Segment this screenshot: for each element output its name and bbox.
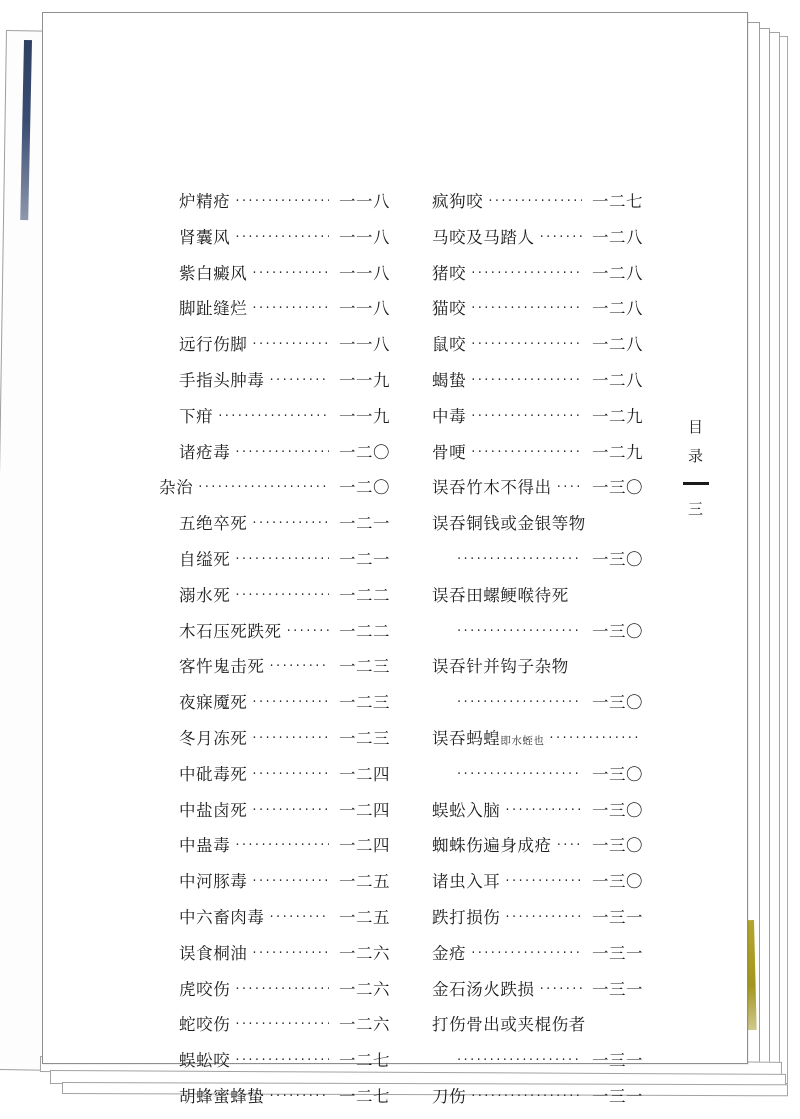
toc-entry-title: 溺水死 (179, 585, 231, 605)
toc-entry-page-number: 一二八 (592, 299, 643, 319)
toc-dot-leader (457, 695, 582, 710)
toc-entry-continuation[interactable] (412, 546, 643, 582)
toc-entry[interactable] (159, 295, 390, 331)
toc-entry-title: 蜈蚣咬 (179, 1051, 231, 1071)
toc-entry-page-number: 一三〇 (592, 478, 643, 498)
toc-entry[interactable] (159, 618, 390, 654)
toc-entry[interactable] (412, 403, 643, 439)
toc-dot-leader (549, 731, 638, 746)
toc-entry-page-number: 一二二 (339, 621, 390, 641)
toc-entry-title: 金石汤火跌损 (432, 979, 535, 999)
toc-entry[interactable] (412, 832, 643, 868)
toc-entry[interactable] (159, 1047, 390, 1083)
toc-entry-page-number: 一二一 (339, 549, 390, 569)
page-content (43, 13, 747, 1106)
toc-dot-leader (471, 445, 582, 460)
toc-entry[interactable] (412, 510, 643, 546)
toc-entry[interactable] (412, 653, 643, 689)
toc-entry-page-number: 一二六 (339, 943, 390, 963)
toc-entry[interactable] (159, 689, 390, 725)
toc-dot-leader (235, 1053, 329, 1068)
toc-entry[interactable] (159, 832, 390, 868)
toc-entry-title: 五绝卒死 (179, 514, 248, 534)
toc-dot-leader (235, 552, 329, 567)
toc-entry-continuation[interactable] (412, 1047, 643, 1083)
toc-entry[interactable] (159, 725, 390, 761)
toc-dot-leader (540, 982, 582, 997)
toc-entry-page-number: 一二五 (339, 907, 390, 927)
toc-entry-page-number: 一三〇 (592, 693, 643, 713)
toc-entry-page-number: 一一八 (339, 299, 390, 319)
toc-dot-leader (252, 767, 329, 782)
toc-entry-page-number: 一三〇 (592, 621, 643, 641)
toc-dot-leader (235, 445, 329, 460)
toc-entry-title: 炉精疮 (179, 192, 231, 211)
toc-entry-page-number: 一二七 (339, 1051, 390, 1071)
toc-entry-page-number: 一二〇 (339, 442, 390, 462)
toc-dot-leader (252, 946, 329, 961)
toc-entry-page-number: 一二〇 (339, 478, 390, 498)
toc-entry-title: 胡蜂蜜蜂蛰 (179, 1086, 265, 1106)
toc-dot-leader (235, 982, 329, 997)
toc-entry[interactable] (159, 1011, 390, 1047)
toc-entry[interactable] (412, 1083, 643, 1119)
toc-entry[interactable] (412, 224, 643, 260)
toc-entry-page-number: 一二九 (592, 406, 643, 426)
toc-entry-page-number: 一二六 (339, 979, 390, 999)
toc-entry-title: 误吞田螺鲠喉待死 (432, 585, 569, 605)
toc-dot-leader (471, 337, 582, 352)
toc-entry[interactable] (159, 761, 390, 797)
toc-entry-page-number: 一二三 (339, 657, 390, 677)
toc-entry-page-number: 一二五 (339, 872, 390, 892)
toc-entry-page-number: 一一八 (339, 227, 390, 247)
toc-entry-title: 蜈蚣入脑 (432, 800, 501, 820)
toc-entry-title: 刀伤 (432, 1086, 467, 1106)
toc-entry-title: 中河豚毒 (179, 872, 248, 892)
toc-entry[interactable] (159, 904, 390, 940)
toc-entry-page-number: 一一八 (339, 263, 390, 283)
toc-entry-title: 冬月冻死 (179, 728, 248, 748)
toc-entry-title: 误食桐油 (179, 943, 248, 963)
toc-entry-page-number: 一二三 (339, 728, 390, 748)
toc-entry-page-number: 一二六 (339, 1015, 390, 1035)
toc-entry[interactable] (412, 976, 643, 1012)
toc-entry-title: 杂治 (159, 478, 194, 498)
toc-entry-page-number: 一二七 (592, 192, 643, 211)
toc-dot-leader (540, 230, 582, 245)
toc-entry-annotation: 即水蛭也 (500, 734, 545, 747)
toc-entry[interactable] (159, 653, 390, 689)
toc-entry-title: 误吞铜钱或金银等物 (432, 514, 586, 534)
toc-page (42, 12, 748, 1106)
toc-dot-leader (198, 480, 329, 495)
toc-entry-title: 鼠咬 (432, 335, 467, 355)
toc-dot-leader (235, 230, 329, 245)
toc-entry-title: 骨哽 (432, 442, 467, 462)
toc-entry-title: 下疳 (179, 406, 214, 426)
toc-entry-page-number: 一三〇 (592, 764, 643, 784)
toc-entry-title: 肾囊风 (179, 227, 231, 247)
toc-entry-page-number: 一二一 (339, 514, 390, 534)
toc-columns (159, 188, 643, 1119)
toc-entry[interactable] (159, 474, 390, 510)
toc-entry-title: 手指头肿毒 (179, 370, 265, 390)
toc-entry[interactable] (412, 260, 643, 296)
toc-entry-page-number: 一三一 (592, 1051, 643, 1071)
toc-dot-leader (235, 838, 329, 853)
toc-entry[interactable] (159, 976, 390, 1012)
toc-dot-leader (252, 266, 329, 281)
toc-dot-leader (505, 910, 582, 925)
toc-entry-page-number: 一二四 (339, 764, 390, 784)
toc-entry-title: 中毒 (432, 406, 467, 426)
toc-dot-leader (471, 1089, 582, 1104)
toc-dot-leader (252, 337, 329, 352)
toc-entry[interactable] (412, 904, 643, 940)
toc-entry-title: 自缢死 (179, 549, 231, 569)
toc-entry-title: 脚趾缝烂 (179, 299, 248, 319)
margin-label-char-1: 目 (687, 418, 704, 436)
toc-left-column (159, 188, 390, 1119)
toc-entry-page-number: 一三一 (592, 1086, 643, 1106)
toc-dot-leader (252, 803, 329, 818)
toc-entry[interactable] (412, 582, 643, 618)
toc-entry-title: 误吞针并钩子杂物 (432, 657, 569, 677)
toc-dot-leader (270, 373, 330, 388)
toc-entry[interactable] (412, 797, 643, 833)
toc-entry-continuation[interactable] (412, 761, 643, 797)
toc-entry-page-number: 一二四 (339, 836, 390, 856)
toc-entry-title: 诸疮毒 (179, 442, 231, 462)
toc-entry[interactable] (159, 868, 390, 904)
toc-entry-title: 蜘蛛伤遍身成疮 (432, 836, 552, 856)
toc-dot-leader (471, 266, 582, 281)
toc-entry-page-number: 一二三 (339, 693, 390, 713)
toc-entry[interactable] (159, 403, 390, 439)
toc-entry-title: 打伤骨出或夹棍伤者 (432, 1015, 586, 1035)
margin-note (679, 413, 713, 524)
toc-entry[interactable] (412, 295, 643, 331)
toc-entry[interactable] (412, 1011, 643, 1047)
toc-entry-page-number: 一三一 (592, 907, 643, 927)
toc-entry[interactable] (412, 367, 643, 403)
margin-label-char-2: 录 (687, 447, 704, 466)
toc-dot-leader (235, 588, 329, 603)
toc-dot-leader (471, 373, 582, 388)
margin-page-number: 三 (687, 499, 704, 518)
toc-entry[interactable] (412, 725, 643, 761)
toc-dot-leader (252, 516, 329, 531)
toc-entry-page-number: 一三一 (592, 943, 643, 963)
toc-entry-page-number: 一二七 (339, 1086, 390, 1106)
toc-entry-continuation[interactable] (412, 689, 643, 725)
toc-entry[interactable] (412, 188, 643, 224)
toc-dot-leader (235, 194, 329, 209)
toc-entry-title: 误吞蚂蝗即水蛭也 (432, 728, 545, 748)
toc-entry-title: 木石压死跌死 (179, 621, 282, 641)
toc-dot-leader (471, 946, 582, 961)
toc-entry-title: 中盐卤死 (179, 800, 248, 820)
toc-dot-leader (457, 552, 582, 567)
toc-entry-page-number: 一三〇 (592, 800, 643, 820)
toc-entry[interactable] (159, 367, 390, 403)
toc-entry-title: 夜寐魇死 (179, 693, 248, 713)
toc-dot-leader (252, 731, 329, 746)
toc-entry-title: 猫咬 (432, 299, 467, 319)
toc-entry[interactable] (159, 1083, 390, 1119)
toc-entry[interactable] (412, 868, 643, 904)
toc-dot-leader (252, 301, 329, 316)
toc-entry-title: 猪咬 (432, 263, 467, 283)
toc-entry-title: 诸虫入耳 (432, 872, 501, 892)
toc-entry[interactable] (159, 940, 390, 976)
toc-dot-leader (252, 874, 329, 889)
toc-entry[interactable] (159, 224, 390, 260)
toc-entry[interactable] (159, 546, 390, 582)
toc-entry-page-number: 一一八 (339, 192, 390, 211)
toc-dot-leader (235, 1017, 329, 1032)
toc-dot-leader (471, 301, 582, 316)
toc-entry[interactable] (159, 582, 390, 618)
toc-entry[interactable] (412, 439, 643, 475)
toc-entry-title: 客忤鬼击死 (179, 657, 265, 677)
toc-entry-title: 中蛊毒 (179, 836, 231, 856)
toc-dot-leader (270, 910, 330, 925)
toc-entry[interactable] (159, 260, 390, 296)
toc-dot-leader (270, 1089, 330, 1104)
toc-dot-leader (457, 767, 582, 782)
toc-entry[interactable] (412, 331, 643, 367)
toc-dot-leader (457, 624, 582, 639)
toc-entry-page-number: 一一九 (339, 406, 390, 426)
toc-right-column (412, 188, 643, 1119)
toc-dot-leader (287, 624, 329, 639)
toc-dot-leader (505, 874, 582, 889)
toc-entry-title: 马咬及马踏人 (432, 227, 535, 247)
toc-entry-page-number: 一三〇 (592, 872, 643, 892)
toc-dot-leader (218, 409, 329, 424)
toc-entry-title: 紫白癜风 (179, 263, 248, 283)
toc-entry-page-number: 一三〇 (592, 549, 643, 569)
toc-entry-title: 中六畜肉毒 (179, 907, 265, 927)
toc-dot-leader (557, 480, 582, 495)
toc-entry-title: 中砒毒死 (179, 764, 248, 784)
toc-entry-title: 虎咬伤 (179, 979, 231, 999)
toc-entry-page-number: 一二八 (592, 335, 643, 355)
toc-entry-page-number: 一一八 (339, 335, 390, 355)
toc-entry-page-number: 一三一 (592, 979, 643, 999)
toc-entry-page-number: 一二二 (339, 585, 390, 605)
toc-dot-leader (270, 659, 330, 674)
toc-dot-leader (471, 409, 582, 424)
toc-entry[interactable] (159, 797, 390, 833)
toc-entry-page-number: 一二八 (592, 370, 643, 390)
toc-dot-leader (557, 838, 582, 853)
toc-dot-leader (252, 695, 329, 710)
toc-dot-leader (505, 803, 582, 818)
toc-entry-page-number: 一二四 (339, 800, 390, 820)
toc-entry-page-number: 一二九 (592, 442, 643, 462)
toc-entry-continuation[interactable] (412, 618, 643, 654)
toc-entry[interactable] (159, 188, 390, 224)
margin-divider (683, 482, 709, 485)
toc-entry-title: 远行伤脚 (179, 335, 248, 355)
toc-entry-page-number: 一二八 (592, 227, 643, 247)
toc-entry-title: 疯狗咬 (432, 192, 484, 211)
toc-entry[interactable] (159, 439, 390, 475)
toc-entry[interactable] (159, 331, 390, 367)
toc-entry[interactable] (412, 474, 643, 510)
toc-dot-leader (457, 1053, 582, 1068)
toc-entry-title: 蛇咬伤 (179, 1015, 231, 1035)
toc-entry-page-number: 一三〇 (592, 836, 643, 856)
toc-entry-page-number: 一二八 (592, 263, 643, 283)
toc-entry-title: 金疮 (432, 943, 467, 963)
toc-entry[interactable] (412, 940, 643, 976)
toc-entry-page-number: 一一九 (339, 370, 390, 390)
toc-dot-leader (488, 194, 582, 209)
toc-entry-title: 误吞竹木不得出 (432, 478, 552, 498)
toc-entry[interactable] (159, 510, 390, 546)
toc-entry-title: 蝎蛰 (432, 370, 467, 390)
toc-entry-title: 跌打损伤 (432, 907, 501, 927)
